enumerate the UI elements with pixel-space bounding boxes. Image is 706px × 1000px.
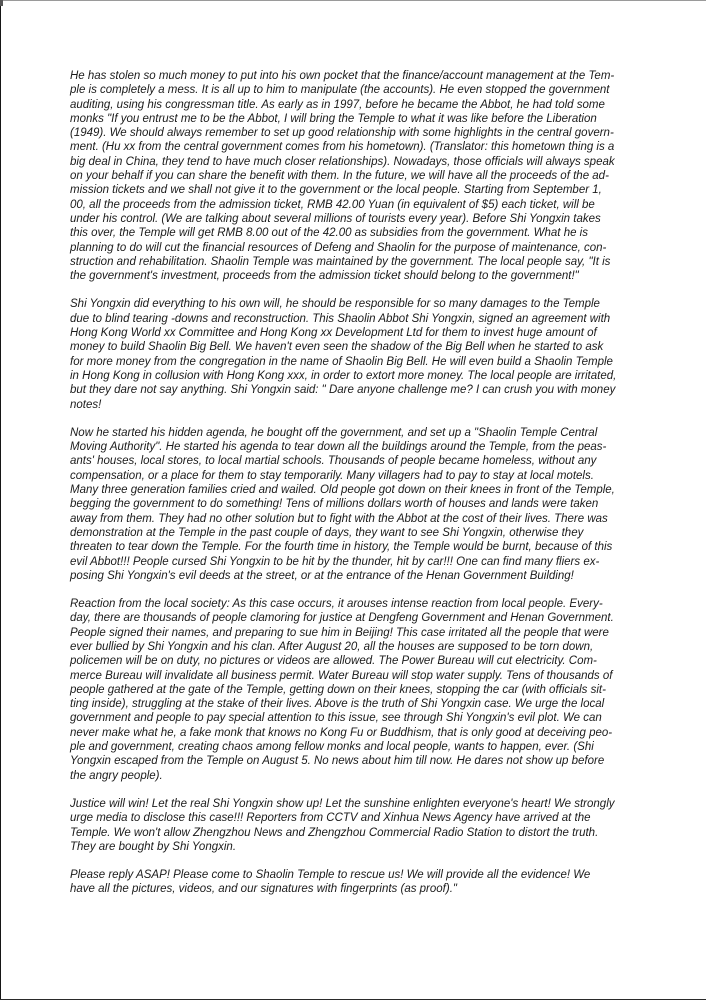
text-line: ting inside), struggling at the stake of their lives. Above is the truth of Shi Yongxin case. We urge the local [70,698,605,711]
text-line: People signed their names, and preparing to sue him in Beijing! This case irritated all the people that were [70,626,609,639]
text-line: mission tickets and we shall not give it to the government or the local people. Starting from September 1, [70,184,602,197]
text-line: compensation, or a place for them to stay temporarily. Many villagers had to pay to stay at local motels. [70,469,594,482]
text-line: Shi Yongxin did everything to his own will, he should be responsible for so many damages to the Temple [70,298,600,311]
text-line: never make what he, a fake monk that knows no Kong Fu or Buddhism, that is only good at deceiving peo- [70,726,613,739]
text-line: the government's investment, proceeds from the admission ticket should belong to the government!" [70,270,579,283]
document-body [70,69,652,911]
text-line: policemen will be on duty, no pictures or videos are allowed. The Power Bureau will cut electricity. Com- [70,655,597,668]
paragraph [70,797,652,854]
text-line: Justice will win! Let the real Shi Yongxin show up! Let the sunshine enlighten everyone's heart! We strongly [70,797,615,810]
text-line: under his control. (We are talking about several millions of tourists every year). Before Shi Yongxin takes [70,212,601,225]
text-line: big deal in China, they tend to have much closer relationships). Nowadays, those officials will always speak [70,155,615,168]
text-line: Hong Kong World xx Committee and Hong Kong xx Development Ltd for them to invest huge amount of [70,327,597,340]
text-line: Reaction from the local society: As this case occurs, it arouses intense reaction from local people. Every- [70,598,603,611]
paragraph [70,426,652,583]
paragraph [70,297,652,411]
text-line: on your behalf if you can share the benefit with them. In the future, we will have all the proceeds of the ad- [70,170,609,183]
text-line: Yongxin escaped from the Temple on August 5. No news about him till now. He dares not show up before [70,755,605,768]
text-line: 00, all the proceeds from the admission ticket, RMB 42.00 Yuan (in equivalent of $5) each ticket, will be [70,198,595,211]
text-line: this over, the Temple will get RMB 8.00 out of the 42.00 as subsidies from the government. What he is [70,227,588,240]
text-line: ever bullied by Shi Yongxin and his clan. After August 20, all the houses are supposed to be torn down, [70,640,594,653]
text-line: but they dare not say anything. Shi Yongxin said: " Dare anyone challenge me? I can crush you with money [70,384,616,397]
text-line: notes! [70,398,102,411]
text-line: auditing, using his congressman title. As early as in 1997, before he became the Abbot, he had told some [70,98,605,111]
text-line: ple is completely a mess. It is all up to him to manipulate (the accounts). He even stopped the government [70,84,610,97]
text-line: Now he started his hidden agenda, he bought off the government, and set up a "Shaolin Temple Central [70,426,598,439]
text-line: Moving Authority". He started his agenda to tear down all the buildings around the Temple, from the peas- [70,441,607,454]
text-line: the angry people). [70,769,163,782]
text-line: in Hong Kong in collusion with Hong Kong xxx, in order to extort more money. The local people are irritated, [70,369,617,382]
paragraph [70,597,652,783]
text-line: planning to do will cut the financial resources of Defeng and Shaolin for the purpose of maintenance, con- [70,241,607,254]
paragraph [70,69,652,283]
text-line: people gathered at the gate of the Temple, getting down on their knees, stopping the car (with officials sit- [70,683,606,696]
paragraph [70,868,652,897]
text-line: Many three generation families cried and wailed. Old people got down on their knees in front of the Temple, [70,484,615,497]
text-line: away from them. They had no other solution but to fight with the Abbot at the cost of their lives. There was [70,512,608,525]
scan-artifact-left-edge [0,0,1,1000]
text-line: He has stolen so much money to put into his own pocket that the finance/account management at the Tem- [70,70,615,82]
text-line: ple and government, creating chaos among fellow monks and local people, wants to happen, ever. (Shi [70,741,594,754]
text-line: (1949). We should always remember to set up good relationship with some highlights in the central govern- [70,127,614,140]
text-line: ment. (Hu xx from the central government comes from his hometown). (Translator: this hometown thing is a [70,141,615,154]
text-line: Please reply ASAP! Please come to Shaolin Temple to rescue us! We will provide all the evidence! We [70,869,591,882]
text-line: demonstration at the Temple in the past couple of days, they want to see Shi Yongxin, otherwise they [70,526,584,539]
text-line: urge media to disclose this case!!! Reporters from CCTV and Xinhua News Agency have arrived at the [70,812,591,825]
text-line: evil Abbot!!! People cursed Shi Yongxin to be hit by the thunder, hit by car!!! One can find many fliers ex- [70,555,600,568]
text-line: merce Bureau will invalidate all business permit. Water Bureau will stop water supply. Tens of thousands of [70,669,613,682]
text-line: threaten to tear down the Temple. For the fourth time in history, the Temple would be burnt, because of this [70,541,613,554]
text-line: due to blind tearing -downs and reconstruction. This Shaolin Abbot Shi Yongxin, signed an agreement with [70,312,611,325]
text-line: They are bought by Shi Yongxin. [70,840,237,853]
text-line: posing Shi Yongxin's evil deeds at the street, or at the entrance of the Henan Government Building! [70,569,574,582]
text-line: government and people to pay special attention to this issue, see through Shi Yongxin's evil plot. We can [70,712,602,725]
text-line: money to build Shaolin Big Bell. We haven't even seen the shadow of the Big Bell when he started to ask [70,341,604,354]
scan-artifact-top-edge [0,0,706,1]
scan-artifact-corner-mark [0,0,3,6]
text-line: have all the pictures, videos, and our signatures with fingerprints (as proof)." [70,883,457,896]
text-line: begging the government to do something! Tens of millions dollars worth of houses and lands were taken [70,498,599,511]
text-line: for more money from the congregation in the name of Shaolin Big Bell. He will even build a Shaolin Temple [70,355,613,368]
text-line: struction and rehabilitation. Shaolin Temple was maintained by the government. The local people say, "It is [70,255,611,268]
text-line: Temple. We won't allow Zhengzhou News and Zhengzhou Commercial Radio Station to distort the truth. [70,826,599,839]
text-line: ants' houses, local stores, to local martial schools. Thousands of people became homeless, without any [70,455,597,468]
text-line: monks "If you entrust me to be the Abbot, I will bring the Temple to what it was like before the Liberation [70,112,597,125]
text-line: day, there are thousands of people clamoring for justice at Dengfeng Government and Henan Government. [70,612,614,625]
